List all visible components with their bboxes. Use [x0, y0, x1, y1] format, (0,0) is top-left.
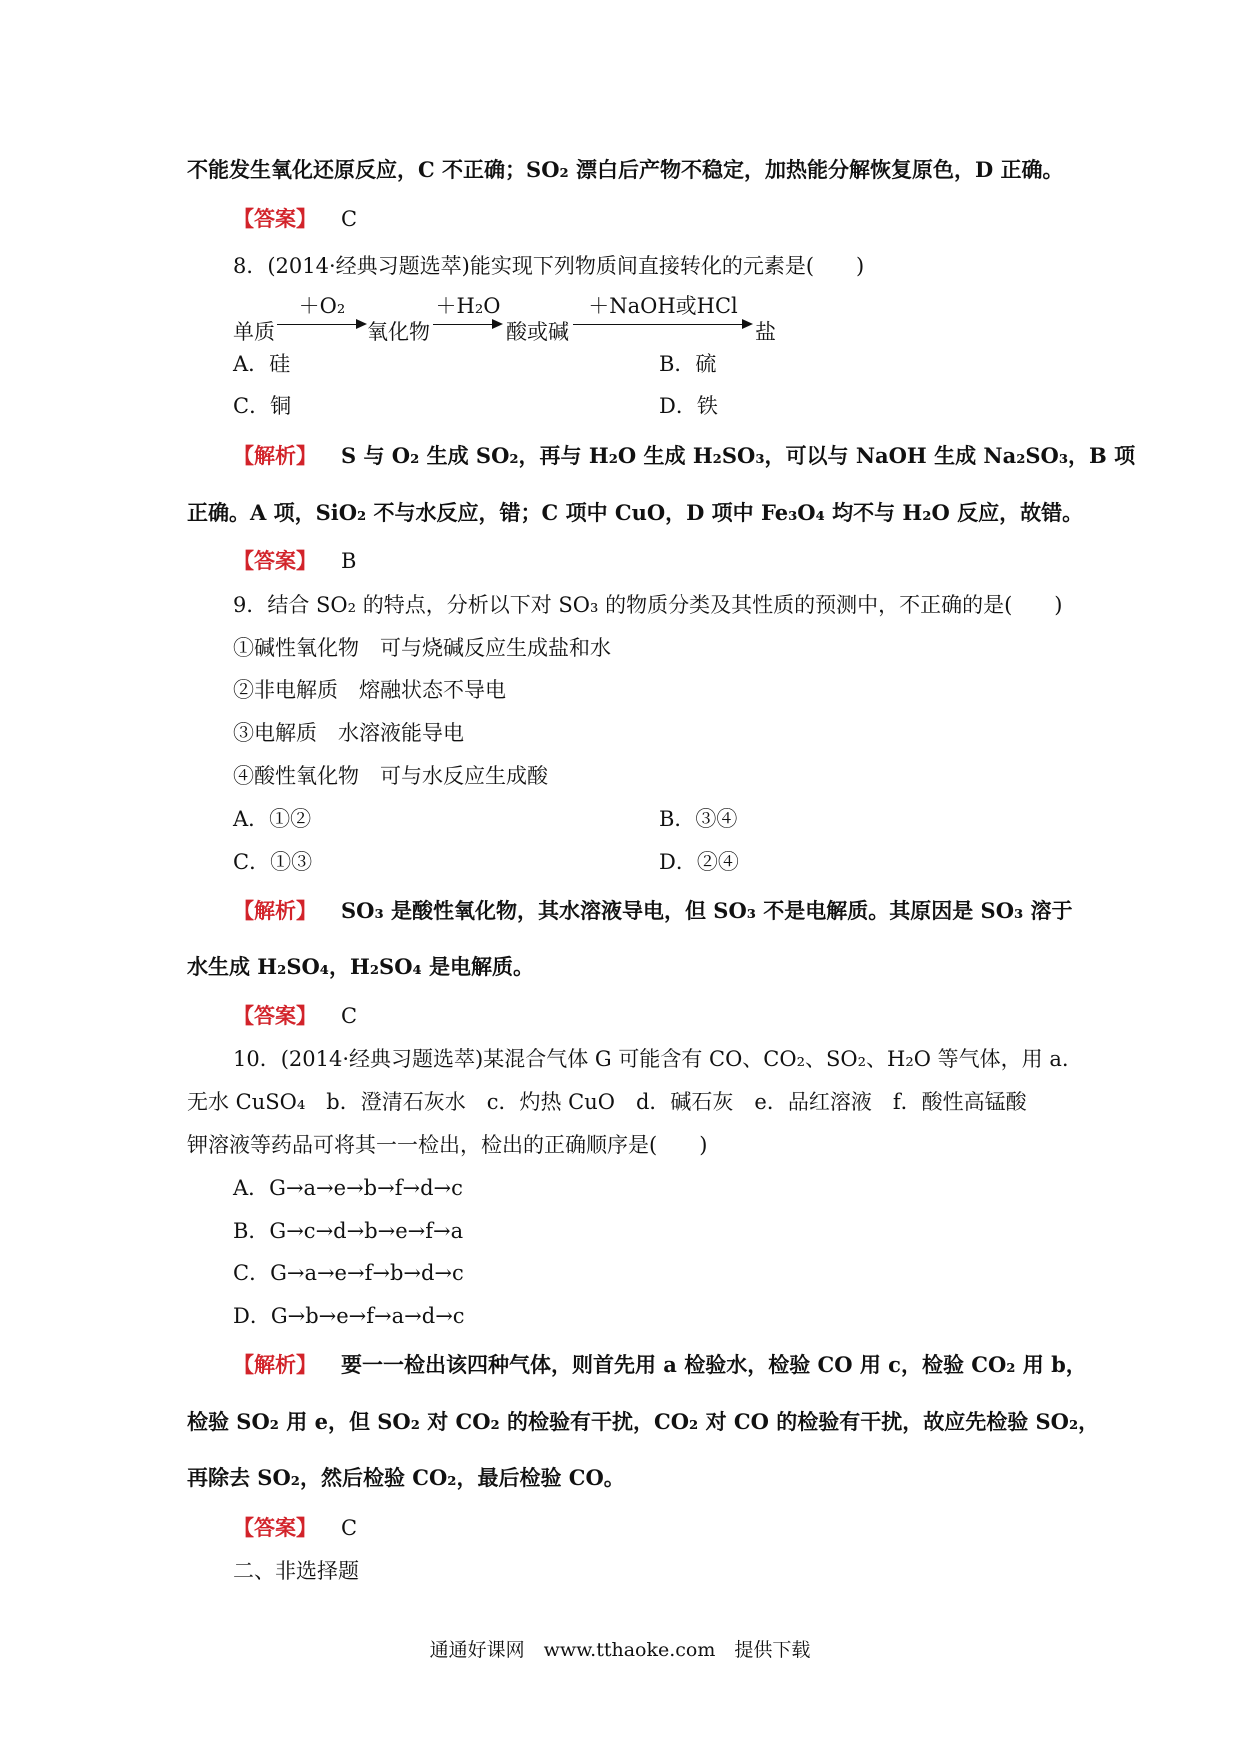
chain-substance: 氧化物 — [367, 320, 430, 344]
arrow-label: ＋H₂O — [435, 294, 501, 318]
bracket-open: 【 — [233, 1003, 254, 1028]
bracket-open: 【 — [233, 443, 254, 468]
option-a: A．硅 — [233, 352, 291, 376]
bracket-close: 】 — [296, 206, 317, 231]
analysis-text: 检验 SO₂ 用 e，但 SO₂ 对 CO₂ 的检验有干扰，CO₂ 对 CO 的检验有干扰，故应先检验 SO₂， — [187, 1409, 1100, 1434]
analysis-text: 要一一检出该四种气体，则首先用 a 检验水，检验 CO 用 c，检验 CO₂ 用 b， — [341, 1352, 1087, 1377]
option-d: D．②④ — [659, 850, 739, 874]
bracket-open: 【 — [233, 1352, 254, 1377]
bracket-open: 【 — [233, 1515, 254, 1540]
chain-substance: 盐 — [755, 320, 776, 344]
answer-value: C — [341, 1004, 358, 1028]
chain-substance: 单质 — [233, 320, 275, 344]
list-item: ②非电解质 熔融状态不导电 — [233, 678, 506, 702]
analysis-text: S 与 O₂ 生成 SO₂，再与 H₂O 生成 H₂SO₃，可以与 NaOH 生成 Na₂SO₃，B 项 — [341, 443, 1136, 468]
analysis-text: SO₃ 是酸性氧化物，其水溶液导电，但 SO₃ 不是电解质。其原因是 SO₃ 溶于 — [341, 898, 1073, 923]
reaction-chain — [233, 290, 793, 350]
option-d: D．G→b→e→f→a→d→c — [233, 1304, 465, 1328]
option-b: B．G→c→d→b→e→f→a — [233, 1219, 464, 1243]
list-item: ③电解质 水溶液能导电 — [233, 721, 464, 745]
answer-row — [233, 205, 357, 233]
question-stem: 钾溶液等药品可将其一一检出，检出的正确顺序是( ) — [187, 1133, 708, 1157]
question-stem: 9．结合 SO₂ 的特点，分析以下对 SO₃ 的物质分类及其性质的预测中，不正确的是( ) — [233, 593, 1063, 617]
question-stem: 8．(2014·经典习题选萃)能实现下列物质间直接转化的元素是( ) — [233, 254, 865, 278]
analysis-row — [233, 442, 1135, 470]
list-item: ④酸性氧化物 可与水反应生成酸 — [233, 764, 548, 788]
analysis-label: 解析 — [254, 443, 296, 468]
answer-value: C — [341, 1516, 358, 1540]
bracket-open: 【 — [233, 548, 254, 573]
bracket-close: 】 — [296, 1352, 317, 1377]
section-heading: 二、非选择题 — [233, 1559, 359, 1583]
reaction-arrow — [433, 290, 503, 350]
question-stem: 无水 CuSO₄ b．澄清石灰水 c．灼热 CuO d．碱石灰 e．品红溶液 f．酸性高锰酸 — [187, 1090, 1027, 1114]
option-row — [233, 392, 718, 420]
analysis-label: 解析 — [254, 1352, 296, 1377]
option-a: A．①② — [233, 807, 312, 831]
bracket-close: 】 — [296, 443, 317, 468]
analysis-text: 正确。A 项，SiO₂ 不与水反应，错；C 项中 CuO，D 项中 Fe₃O₄ 均不与 H₂O 反应，故错。 — [187, 500, 1084, 525]
option-c: C．①③ — [233, 850, 313, 874]
option-a: A．G→a→e→b→f→d→c — [233, 1176, 463, 1200]
option-row — [233, 805, 738, 833]
reaction-arrow — [573, 290, 753, 350]
chain-substance: 酸或碱 — [506, 320, 569, 344]
bracket-open: 【 — [233, 898, 254, 923]
option-c: C．G→a→e→f→b→d→c — [233, 1261, 464, 1285]
answer-label: 答案 — [254, 548, 296, 573]
answer-label: 答案 — [254, 206, 296, 231]
analysis-row — [233, 897, 1073, 925]
page-footer: 通通好课网 www.tthaoke.com 提供下载 — [429, 1639, 811, 1661]
bracket-close: 】 — [296, 1515, 317, 1540]
arrow-label: ＋NaOH或HCl — [588, 294, 738, 318]
option-d: D．铁 — [659, 394, 718, 418]
analysis-row — [233, 1351, 1087, 1379]
answer-row — [233, 547, 356, 575]
answer-label: 答案 — [254, 1515, 296, 1540]
arrow-label: ＋O₂ — [298, 294, 346, 318]
option-b: B．③④ — [659, 807, 738, 831]
bracket-close: 】 — [296, 898, 317, 923]
list-item: ①碱性氧化物 可与烧碱反应生成盐和水 — [233, 636, 611, 660]
bracket-close: 】 — [296, 1003, 317, 1028]
answer-label: 答案 — [254, 1003, 296, 1028]
answer-row — [233, 1002, 357, 1030]
reaction-arrow — [277, 290, 367, 350]
option-c: C．铜 — [233, 394, 292, 418]
answer-value: C — [341, 207, 358, 231]
answer-row — [233, 1514, 357, 1542]
option-b: B．硫 — [659, 352, 717, 376]
analysis-text: 水生成 H₂SO₄，H₂SO₄ 是电解质。 — [187, 954, 535, 979]
text-line: 不能发生氧化还原反应，C 不正确；SO₂ 漂白后产物不稳定，加热能分解恢复原色，D 正确。 — [187, 157, 1064, 182]
analysis-text: 再除去 SO₂，然后检验 CO₂，最后检验 CO。 — [187, 1465, 625, 1490]
option-row — [233, 848, 739, 876]
question-stem: 10．(2014·经典习题选萃)某混合气体 G 可能含有 CO、CO₂、SO₂、H₂O 等气体，用 a. — [233, 1047, 1069, 1071]
bracket-close: 】 — [296, 548, 317, 573]
answer-value: B — [341, 549, 357, 573]
bracket-open: 【 — [233, 206, 254, 231]
option-row — [233, 350, 717, 378]
analysis-label: 解析 — [254, 898, 296, 923]
